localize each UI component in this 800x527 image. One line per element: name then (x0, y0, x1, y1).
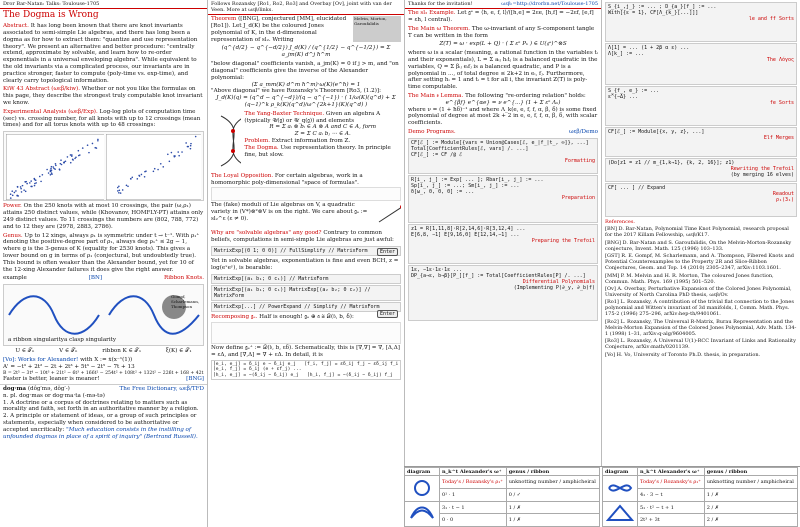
theorem-above: "Above diagonal" we have Rozansky's Theorem [Ro3, (1.2)]: (211, 88, 381, 95)
xi-label: ξ(K) ∈ 𝒯₁ (165, 348, 192, 355)
knot-diagram-cell (405, 501, 440, 526)
formula-diagram (211, 187, 401, 201)
formula-z: Z = Σ C aᵢ bⱼ ⋯ ∈ A. (294, 131, 351, 138)
vo-tail: with X := ẋ(x⁻¹(1)) (80, 357, 133, 363)
plot-point (137, 178, 139, 180)
vo-heading: [Vo]: Works for Alexander! (3, 357, 79, 363)
column-2 (207, 0, 404, 527)
ribbon-heading: Ribbon Knots. (164, 275, 204, 282)
table-cell: 0 / ✓ (506, 489, 599, 502)
plot-point (119, 192, 121, 194)
plot-point (119, 186, 121, 188)
plot-point (117, 190, 119, 192)
table-cell: Today's / Rozansky's ρ₁⁺ (638, 476, 705, 489)
plot-point (53, 168, 55, 170)
table-cell: 2 / ✗ (704, 501, 797, 514)
code-matrixexp-3: MatrixExp[(a₁ b₁; 0 c₁)] MatrixExp[(a₂ b₂; 0 c₂)] // MatrixForm (211, 285, 401, 301)
plot-point (53, 166, 55, 168)
dogma-pron: (dôg′mə, dŏg′-) (27, 386, 70, 393)
le-ff-label: le and ff Sorts (748, 16, 794, 23)
power-text: On the 250 knots with at most 10 crossings, the pair (ω,ρ₁) attains 250 distinct values, while (Khovanov, HOMFLY-PT) attains only 249 distinct values. To 11 crossings the numbers are (802, 788, 772) and to 12 they are (2978, 2883, 2786). (3, 203, 204, 230)
bracket-table: [e_i, e_j] = δ_ij e − δ_ij e_j [f_i, f_j] = εδ_ij f_j − εδ_ij f_i [e_i, f_j] = δ_ij (e + εf_j) ... [h_i, e_j] = −(δ_ij − δ_ij) e_j [h_i, f_j] = −(δ_ij − δ_ij) f_j (211, 360, 401, 381)
solvable-text-2: Yet in solvable algebras, exponentiation is fine and even BCH, z = log(eˣeʸ), is bearable: (211, 258, 399, 271)
table-header: n_k^t Alexander's ω⁺ (638, 468, 705, 476)
column-1 (0, 0, 207, 527)
theorem-heading: Theorem (211, 16, 237, 23)
sl2-heading: The sl₂ Example. (408, 10, 456, 17)
plot-point (78, 155, 80, 157)
knot-table-1 (404, 467, 600, 527)
solvable-block (208, 229, 404, 245)
dogma-definition (0, 384, 207, 442)
loyal-block (208, 172, 404, 230)
knot-table-2 (602, 467, 798, 527)
plot-point (11, 191, 13, 193)
table-cell: 0¹ · 1 (440, 489, 507, 502)
enter-button-2[interactable]: Enter (377, 310, 398, 318)
plot-point (190, 145, 192, 147)
main-theorem-block (405, 25, 601, 92)
table-cell: unknotting number / amphicheiral (704, 476, 797, 489)
power-heading: Power. (3, 203, 22, 210)
bng-ref: [BNG] (186, 376, 204, 383)
plot-point (171, 152, 173, 154)
plot-point (167, 154, 169, 156)
plot-point (187, 146, 189, 148)
formula-reorder: e^{βf} e^{αe} = ν e^{...} (1 + Σ εᵏ Λₖ) (445, 99, 561, 106)
plot-point (154, 168, 156, 170)
thanks-text: Thanks for the invitation! (408, 1, 473, 7)
code-fe: S_{f_, e_} := ... ε^{−Δ} ... fe Sorts (605, 86, 797, 126)
formula-jd: (q^{d/2} − q^{−d/2}) J_d(K) / (q^{1/2} − q^{−1/2}) = Σ a_jm(K) d^j ħ^m (221, 45, 391, 59)
sl2-block (405, 9, 601, 25)
code-elf: CF[ℰ_] := Module[{x, y, z}, ...] Elf Merges (605, 127, 797, 157)
plot-point (126, 185, 128, 187)
recomposing-text: Half is enough! 𝔤ₑ ⊕ 𝔞 ≅ 𝒟(𝔟, b, δ): (259, 314, 354, 321)
lemma-heading: The Main 𝔰 Lemma. (408, 93, 464, 100)
plot-point (10, 198, 12, 200)
reference-item: [Ov] A. Overbay, Perturbative Expansion of the Colored Jones Polynomial, University of North Carolina PhD thesis, ωεβ/Ov. (605, 285, 792, 298)
ribbon-example-label: example (3, 275, 27, 282)
plot-point (21, 191, 23, 193)
plot-point (34, 179, 36, 181)
table-cell: 0 · 0 (440, 514, 507, 527)
reference-item: [Ro2] L. Rozansky, The Universal R-Matrix, Burau Representation and the Melvin-Morton Expansion of the Colored Jones Polynomial, Adv. Math. 134-1 (1998) 1–31, arXiv:q-alg/9604005. (605, 318, 797, 337)
yang-baxter-heading: The Yang-Baxter Technique. (244, 110, 325, 117)
plot-point (50, 174, 52, 176)
problem-text: Extract information from Z. (271, 138, 351, 144)
double-diagram (211, 322, 401, 344)
plot-point (128, 186, 130, 188)
column-4 (601, 0, 800, 527)
plot-point (178, 151, 180, 153)
plot-point (141, 174, 143, 176)
knot-diagram-cell (603, 501, 638, 526)
dictionary-credit: The Free Dictionary, ωεβ/TFD (119, 386, 204, 393)
solvable-text: Contrary to common beliefs, computations in semi-simple Lie algebras are just awful: (211, 230, 394, 244)
v-label: V ∈ 𝒯ₙ (59, 348, 78, 355)
moduli-figure (377, 202, 401, 228)
plot-point (139, 176, 141, 178)
a-polynomial: A' = −t³ + 2t² − 2t + 2t³ + 5t³ − 2t⁵ − 7t + 13 (3, 363, 135, 370)
table-cell: 2t³ + 3t (638, 514, 705, 527)
russell-quote: "Much education consists in the instilling of unfounded dogmas in place of a spirit of inquiry" (Bertrand Russell). (3, 426, 198, 440)
ribbon-k-label: ribbon K ∈ 𝒯₁ (102, 348, 142, 355)
readout-label: Readout (772, 191, 794, 198)
plot-point (179, 155, 181, 157)
knot-diagram-cell (405, 476, 440, 501)
rho-label: ρ₁(3₁) (775, 197, 794, 204)
experimental-text: Log-log plots of computation time (sec) vs. crossing number, for all knots with up to 12 crossings (mean times) and for all torus knots with up to 48 crossings: (3, 108, 201, 129)
fake-moduli-text: The (fake) moduli of Lie algebras on V, a quadratic variety in (V*)⊗²⊗V is on the right. We care about 𝔤ₑ := sl₂^ε (ε ≠ 0). (211, 202, 368, 222)
plot-point (10, 194, 12, 196)
plot-point (94, 147, 96, 149)
code-trefoil: z1 = R[1,11,8]·R[2,14,6]·R[3,12,4] ... E[6,8, −1] E[9,16,0] E[12,14,−1] ... Preparing the Trefoil (408, 224, 598, 264)
plot-point (23, 190, 25, 192)
solvable-heading: Why are "solvable algebras" any good? (211, 230, 322, 237)
formula-rozansky: J_d(K)(q) = (q^d − q^{−d})/(q − q^{−1}) · ( 1/ω(K)(q^d) + Σ (q−1)^k ρ_k(K)(q^d)/ω^{2k+1}(K)(q^d) ) (216, 95, 396, 108)
abstract-heading: Abstract. (3, 23, 29, 30)
code-formatting: CF[ℰ_] := Module[{vars = Union@Cases[ℰ, e_|f_|t_, ∞]}, ...] Total[CoefficientRules[ℰ, vars] /. ...] CF[ℰ_] := CF /@ ℰ Formatting (408, 138, 598, 174)
yang-baxter-block (208, 110, 404, 172)
formula-zt: Z(T) = ω · exp(L + Q) · ( Σ εᵏ Pₖ ) ∈ U(𝔤ᵉ)^⊗S (439, 41, 567, 48)
thanks-bar (405, 0, 601, 9)
plot-point (70, 162, 72, 164)
references-block (602, 218, 800, 360)
reference-item: [BNG] D. Bar-Natan and S. Garoufalidis, On the Melvin-Morton-Rozansky conjecture, Invent. Math. 125 (1996) 103–133. (605, 239, 792, 252)
plot-point (14, 192, 16, 194)
main-text: The ω-invariant of any S-component tangle T can be written in the form (408, 25, 595, 39)
table-cell: 1 / ✗ (506, 514, 599, 527)
plot-point (169, 161, 171, 163)
code-matrixexp-4: MatrixExp[...] // PowerExpand // Simplify // MatrixForm Enter (211, 302, 401, 312)
theorem-cite: ([BNG], conjectured [MM], elucidated [Ro1]). (211, 16, 347, 29)
plot-point (119, 190, 121, 192)
kiw-heading: KiW 43 Abstract (ωεβ/kiw). (3, 86, 80, 93)
b-polynomial: B = 2t⁵ − 3t⁴ − 10t³ + 21t² − 6t³ + 166t² − 254t² + 108t² + 132t² − 226t + 168 + 42t (3, 370, 204, 376)
faster-slogan: Faster is better, leaner is meaner! (3, 376, 100, 383)
code-logos: Λ[1] = ... (1 + 2β α ε) ... Λ[k_] := ... The Λόγος (605, 43, 797, 85)
plot-point (55, 163, 57, 165)
code-rewriting: (Do[z1 = z1 // m_{1,k→1}, {k, 2, 16}]; z1) Rewriting the Trefoil (by merging 16 elves) (605, 158, 797, 182)
plot-point (163, 166, 165, 168)
plot-point (39, 176, 41, 178)
table-header: genus / ribbon (704, 468, 797, 476)
trefoil-label: Preparing the Trefoil (531, 238, 595, 245)
ribbon-singularity-label: a ribbon singularity (8, 337, 64, 344)
theorem-block (208, 15, 404, 110)
plot-point (78, 150, 80, 152)
plot-point (145, 171, 147, 173)
code-readout: CF[ ... ] // Expand Readout ρ₁(3₁) (605, 183, 797, 217)
reference-item: [Ro3] L. Rozansky, A Universal U(1)-RCC Invariant of Links and Rationality Conjecture, arXiv:math/0201139. (605, 338, 796, 351)
u-label: U ∈ 𝒯ₙ (15, 348, 35, 355)
reference-item: [BN] D. Bar-Natan, Polynomial Time Knot Polynomial, research proposal for the 2017 Killam Fellowship, ωεβ/K17. (605, 226, 789, 239)
plot-point (72, 159, 74, 161)
sl2-text: Let 𝔤ᵉ = ⟨h, e, f, l⟩/([h,e] = 2εe, [h,f] = −2εf, [e,f] = εh, l central). (408, 10, 594, 23)
plot-point (29, 182, 31, 184)
formula-alexander: (Σ a_mm(K) d^m ħ^m)·ω(K)(e^ħ) = 1 (251, 81, 361, 88)
power-block (0, 202, 207, 231)
plot-point (174, 156, 176, 158)
gst-credit: Gompf, Scharlemann, Thompson (171, 294, 200, 309)
dogma-text: Use representation theory. In principle fine, but slow. (244, 144, 391, 158)
plot-point (22, 185, 24, 187)
loyal-heading: The Loyal Opposition. (211, 172, 274, 179)
vo-block (0, 356, 207, 384)
plot-point (16, 195, 18, 197)
reference-item: [Vo] H. Vo, University of Toronto Ph.D. thesis, in preparation. (605, 351, 761, 358)
knots-plot (6, 134, 104, 200)
code-matrixexp-2: MatrixExp[(a₁ b₁; 0 c₁)] // MatrixForm (211, 274, 401, 284)
lemma-text: The following "re-ordering relation" holds: (465, 93, 586, 100)
table-cell: 5₁ · t² − t + 1 (638, 501, 705, 514)
table-cell: 3₁ · t − 1 (440, 501, 507, 514)
ribbon-header (0, 274, 207, 283)
plot-point (182, 151, 184, 153)
plot-point (131, 178, 133, 180)
plot-point (63, 162, 65, 164)
talk-source: Dror Bar-Natan: Talks: Toulouse-1705 (3, 1, 100, 7)
plot-point (55, 165, 57, 167)
plot-point (24, 181, 26, 183)
plot-point (30, 186, 32, 188)
title-row (0, 9, 207, 22)
plot-point (65, 161, 67, 163)
plot-point (92, 143, 94, 145)
theorem-below: "below diagonal" coefficients vanish, a_jm(K) = 0 if j > m, and "on diagonal" coefficients give the inverse of the Alexander polynomial: (211, 61, 399, 81)
experimental-heading: Experimental Analysis (ωεβ/Exp). (3, 108, 98, 115)
plot-point (40, 181, 42, 183)
knot-diagram-cell (603, 476, 638, 501)
dogma-def-1: 1. A doctrine or a corpus of doctrines relating to matters such as morality and faith, set forth in an authoritative manner by a religion. (3, 399, 199, 413)
reference-item: [Ro1] L. Rozansky, A contribution of the trivial flat connection to the Jones polynomial and Witten's invariant of 3d manifolds, I, Comm. Math. Phys. 175-2 (1996) 275–296, arXiv:hep-th/9401061. (605, 299, 794, 318)
reference-item: [MM] P. M. Melvin and H. R. Morton, The coloured Jones function, Commun. Math. Phys. 169 (1995) 501–520. (605, 272, 774, 285)
table-header: n_k^t Alexander's ω⁺ (440, 468, 507, 476)
recomposing-text-2: Now define 𝔤ₑ⁺ := 𝒟(𝔟, b, εδ). Schematically, this is [∇,∇] = ∇, [Δ,Δ] = εΔ, and [∇,Δ] = ∇ + εΔ. In detail, it is (211, 344, 400, 358)
ribbon-figures (3, 284, 204, 346)
tangle-diagram (211, 111, 241, 171)
formatting-label: Formatting (564, 158, 595, 165)
genus-block (0, 232, 207, 275)
logos-label: The Λόγος (766, 57, 794, 64)
code-le-ff: S_{i_,j_} := ... ; D_{a_}[f_] := ... With[{ε = 1}, CF[Λ_{k_}[...]]] le and ff Sorts (605, 2, 797, 42)
web-link[interactable]: ωεβ:=http://drorbn.net/Toulouse-1705 (501, 1, 598, 7)
dogma-label: The Dogma. (244, 144, 279, 151)
plot-point (97, 140, 99, 142)
table-header: diagram (405, 468, 440, 476)
authors-photo: Melvin, Morton, Garoufalidis (353, 16, 401, 42)
elf-label: Elf Merges (763, 135, 794, 142)
plot-point (50, 168, 52, 170)
plot-point (158, 169, 160, 171)
plot-point (117, 187, 119, 189)
plot-point (160, 163, 162, 165)
loglog-plots (3, 131, 204, 201)
plot-point (75, 157, 77, 159)
table-cell: 2 / ✗ (704, 514, 797, 527)
plot-point (191, 143, 193, 145)
demo-heading: Demo Programs. (408, 129, 456, 136)
plot-point (30, 181, 32, 183)
demo-link[interactable]: ωεβ/Demo (568, 129, 598, 136)
page-title: The Dogma is Wrong (3, 10, 99, 21)
implementing-label: (Implementing P(∂_y, ∂_b)f) (513, 285, 595, 292)
table-cell: 1 / ✗ (506, 501, 599, 514)
table-cell: unknotting number / amphicheiral (506, 476, 599, 489)
code-differential: 1ε, −1ε·1ε·1ε ... DP_{a→ε, b→β}[P_][f_] := Total[CoefficientRules[P] /. ...] Differential Polynomials (Implementing P(∂_y, ∂_b)f) (408, 265, 598, 321)
torus-plot (106, 134, 201, 200)
plot-point (87, 145, 89, 147)
merging-label: (by merging 16 elves) (730, 172, 794, 179)
problem-label: Problem. (244, 138, 270, 144)
loyal-text: For certain algebras, work in a homomorphic poly-dimensional "space of formulas". (211, 172, 363, 186)
plot-point (120, 193, 122, 195)
header-bar (0, 0, 207, 9)
plot-point (20, 188, 22, 190)
dogma-def-2: 2. A principle or statement of ideas, or a group of such principles or statements, especially when considered to be authoritative or accepted uncritically: "Much education consists in the instilling of unfounded dogmas in place of a spirit of inquiry" (Bertrand Russell). (3, 413, 198, 440)
plot-point (17, 186, 19, 188)
table-header: diagram (603, 468, 638, 476)
plot-point (51, 173, 53, 175)
plot-point (144, 176, 146, 178)
experimental-block (0, 108, 207, 130)
plot-point (88, 152, 90, 154)
plot-point (48, 172, 50, 174)
recomposing-block (208, 313, 404, 381)
yang-baxter-text: Given an algebra A (typically 𝒰(𝔤) or 𝒰_q(𝔤)) and elements (244, 110, 381, 124)
dogma-pos: n. pl. dog·mas or dog·ma·ta (-mə-tə) (3, 392, 105, 399)
clasp-singularity-label: a clasp singularity (64, 337, 117, 344)
plot-point (82, 148, 84, 150)
reference-item: [GST] R. E. Gompf, M. Scharlemann, and A. Thompson, Fibered Knots and Potential Counterexamples to the Property 2R and Slice-Ribbon Conjectures, Geom. and Top. 14 (2010) 2305–2347, arXiv:1103.1601. (605, 253, 794, 272)
theorem-text: Let J_d(K) be the coloured Jones polynomial of K, in the d-dimensional representation of sl₂. Writing (211, 23, 324, 43)
table-cell: 1 / ✗ (704, 489, 797, 502)
main-heading: The Main ω Theorem. (408, 25, 471, 32)
plot-point (59, 169, 61, 171)
main-rest: where ω is a scalar (meaning, a rational function in the variables tᵢ and their exponentials), L = Σ aᵢⱼ hᵢtⱼ is a balanced quadratic in the variables, Q = Σ βᵢⱼ eᵢfⱼ is a balanced quadratic, and P is a polynomial in ..., of total degree ≤ 2k+2 in eᵢ, fⱼ. Furthermore, after setting hᵢ = 1 and tᵢ = t for all i, the invariant Z(T) is poly-time computable. (408, 50, 598, 91)
references-heading: References. (605, 219, 636, 225)
lemma-block (405, 92, 601, 128)
lemma-text-2: where ν = (1 + ħδ)⁻¹ and where Λ_k(e, e, f, f, α, β, δ) is some fixed polynomial of degree at most 2k + 2 in e, e, f, f, α, β, δ, with scalar coefficients. (408, 106, 598, 127)
preparation-label: Preparation (561, 195, 595, 202)
code-matrixexp-1: MatrixExp[(0 1; 0 0)] // FullSimplify // MatrixForm Enter (211, 246, 401, 256)
plot-point (132, 177, 134, 179)
plot-point (67, 156, 69, 158)
plot-point (186, 142, 188, 144)
ribbon-bn-ref: [BN] (88, 275, 103, 282)
abstract-text: It has long been known that there are knot invariants associated to semi-simple Lie algebras, and there has long been a dogma as for how to extract them: "quantize and use representation theory". We present an alternative and better procedure: "centrally extend, approximate by solvable, and learn how to re-order exponentials in a universal enveloping algebra". While equivalent to the old invariants via a complicated process, our invariants are in practice stronger, faster to compute (poly-time vs. exp-time), and clearly carry topological information. (3, 23, 198, 84)
dogma-word: dog·ma (3, 386, 27, 393)
plot-point (60, 163, 62, 165)
rewriting-label: Rewriting the Trefoil (730, 166, 794, 173)
abstract-block (0, 22, 207, 85)
plot-point (26, 183, 28, 185)
genus-text: Up to 12 xings, always ρ₁ is symmetric under t → t⁻¹. With ρ₁⁺ denoting the positive-degree part of ρ₁, always deg ρ₁⁺ ≤ 2g − 1, where g is the 3-genus of K (equality for 2530 knots). This gives a lower bound on g in terms of ρ₁ (conjectural, but undoubtedly true). This bound is often weaker than the Alexander bound, yet for 10 of the 12-xing Alexander failures it does give the right answer. (3, 232, 200, 273)
differential-label: Differential Polynomials (522, 279, 595, 286)
plot-point (25, 191, 27, 193)
column-3 (404, 0, 601, 527)
plot-point (42, 174, 44, 176)
genus-heading: Genus. (3, 232, 23, 239)
plot-point (60, 160, 62, 162)
plot-point (50, 170, 52, 172)
plot-point (20, 186, 22, 188)
table-cell: Today's / Rozansky's ρ₁⁺ (440, 476, 507, 489)
plot-point (71, 156, 73, 158)
plot-point (51, 166, 53, 168)
formula-r: R = Σ aᵢ ⊗ bᵢ ∈ A ⊗ A and C ∈ A, form (269, 124, 377, 131)
kiw-block (0, 85, 207, 107)
knot-tables (404, 466, 800, 527)
plot-point (34, 183, 36, 185)
recomposing-heading: Recomposing 𝔤ₑ. (211, 314, 258, 321)
plot-point (46, 169, 48, 171)
plot-point (12, 195, 14, 197)
follows-text: Follows Rozansky [Ro1, Ro2, Ro3] and Overbay [Ov], joint with van der Veen. More at ωεβ/links. (211, 1, 392, 14)
table-cell: 4₁ · 3 − t (638, 489, 705, 502)
enter-button-1[interactable]: Enter (377, 248, 398, 256)
table-header: genus / ribbon (506, 468, 599, 476)
plot-point (153, 171, 155, 173)
plot-point (97, 139, 99, 141)
kiw-text: Whether or not you like the formulas on this page, they describe the strongest truly computable knot invariant we know. (3, 86, 203, 106)
demo-header (405, 128, 601, 137)
plot-point (122, 189, 124, 191)
follows-bar (208, 0, 404, 15)
code-preparation: R[i_, j_] := Exp[ ... ]; Rbar[i_, j_] := ... Sp[i_, j_] := ...; Sm[i_, j_] := ... δ[ω_, 0, 0, 0] := ... Preparation (408, 175, 598, 223)
plot-point (195, 136, 197, 138)
plot-point (190, 148, 192, 150)
plot-point (15, 190, 17, 192)
plot-point (34, 185, 36, 187)
fe-label: fe Sorts (769, 100, 794, 107)
tangle-labels (0, 347, 207, 356)
